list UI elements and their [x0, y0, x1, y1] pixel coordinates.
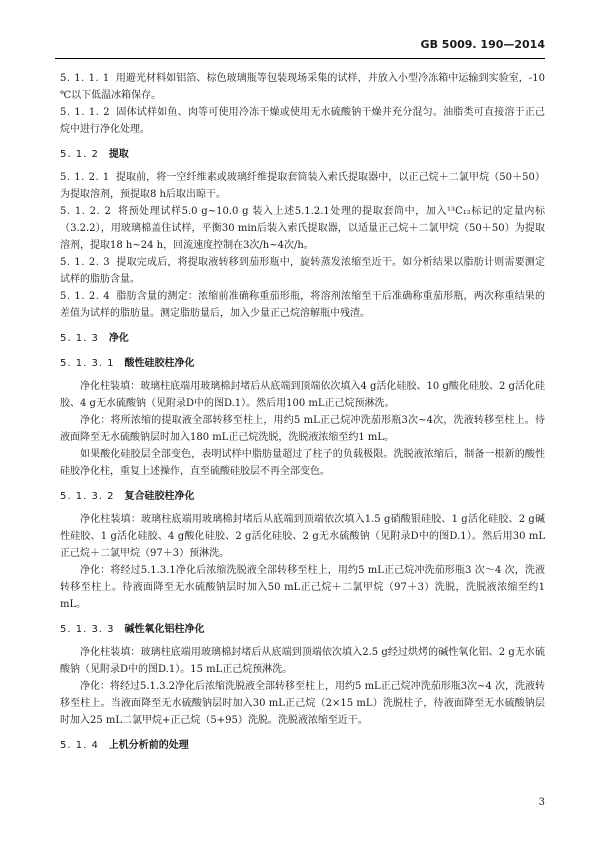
- heading-number: 5. 1. 2: [60, 149, 99, 160]
- heading-title: 酸性硅胶柱净化: [124, 358, 195, 369]
- paragraph-note: 如果酸化硅胶层全部变色，表明试样中脂肪量超过了柱子的负载极限。洗脱液浓缩后，制备一根新的酸性硅胶净化柱，重复上述操作，直至硫酸硅胶层不再全部变色。: [60, 449, 545, 477]
- heading-5-1-3-1: [60, 355, 545, 372]
- paragraph-cleanup: 净化：将经过5.1.3.2净化后浓缩洗脱液全部转移至柱上，用约5 mL正己烷冲洗茄形瓶3次~4 次，洗液转移至柱上。当液面降至无水硫酸钠层时加入30 mL正己烷（2×15 mL）洗脱柱子，待液面降至无水硫酸钠层时加入25 mL二氯甲烷+正己烷（5+95）洗脱。洗脱液浓缩至近干。: [60, 681, 545, 726]
- heading-title: 上机分析前的处理: [108, 740, 189, 751]
- heading-number: 5. 1. 4: [60, 740, 99, 751]
- heading-number: 5. 1. 3. 3: [60, 624, 115, 635]
- heading-5-1-3-3: [60, 621, 545, 638]
- clause-5-1-1-2: [60, 104, 545, 138]
- clause-number: 5. 1. 1. 1: [60, 73, 110, 84]
- clause-5-1-2-3: [60, 254, 545, 288]
- clause-5-1-2-2: [60, 203, 545, 254]
- paragraph-cleanup: 净化：将所浓缩的提取液全部转移至柱上，用约5 mL正己烷冲洗茄形瓶3次~4次，洗液转移至柱上。待液面降至无水硫酸钠层时加入180 mL正己烷洗脱，洗脱液浓缩至约1 mL。: [60, 415, 545, 443]
- paragraph-cleanup: 净化：将经过5.1.3.1净化后浓缩洗脱液全部转移至柱上，用约5 mL正己烷冲洗茄形瓶3 次～4 次，洗液转移至柱上。待液面降至无水硫酸钠层时加入50 mL正己烷＋二氯甲烷（97＋3）洗脱，洗脱液浓缩至约1 mL。: [60, 565, 545, 610]
- clause-text: 将预处理试样5.0 g~10.0 g 装入上述5.1.2.1处理的提取套筒中，加入¹³C₁₂标记的定量内标（3.2.2），用玻璃棉盖住试样，平衡30 min后装入索氏提取器，以适量正己烷＋二氯甲烷（50＋50）为提取溶剂，提取18 h~24 h，回流速度控制在3次/h~4次/h。: [60, 206, 545, 251]
- heading-title: 净化: [108, 333, 129, 344]
- clause-number: 5. 1. 2. 4: [60, 291, 111, 302]
- heading-number: 5. 1. 3. 1: [60, 358, 115, 369]
- clause-number: 5. 1. 1. 2: [60, 107, 111, 118]
- paragraph-column-packing: 净化柱装填：玻璃柱底端用玻璃棉封堵后从底端到顶端依次填入2.5 g经过烘烤的碱性氧化铝、2 g无水硫酸钠（见附录D中的图D.1）。15 mL正己烷预淋洗。: [60, 647, 545, 675]
- page-number: 3: [538, 797, 545, 808]
- heading-5-1-2: [60, 146, 545, 163]
- heading-number: 5. 1. 3. 2: [60, 491, 115, 502]
- clause-text: 脂肪含量的测定：浓缩前准确称重茄形瓶，将溶剂浓缩至干后准确称重茄形瓶，两次称重结果的差值为试样的脂肪量。测定脂肪量后，加入少量正己烷溶解瓶中残渣。: [60, 291, 545, 319]
- clause-number: 5. 1. 2. 2: [60, 206, 112, 217]
- clause-text: 用避光材料如铝箔、棕色玻璃瓶等包装现场采集的试样，并放入小型冷冻箱中运输到实验室，-10 ℃以下低温冰箱保存。: [60, 73, 545, 101]
- document-body: [60, 70, 545, 754]
- heading-title: 碱性氧化铝柱净化: [124, 624, 205, 635]
- clause-5-1-1-1: [60, 70, 545, 104]
- paragraph-column-packing: 净化柱装填：玻璃柱底端用玻璃棉封堵后从底端到顶端依次填入4 g活化硅胶、10 g酸化硅胶、2 g活化硅胶、4 g无水硫酸钠（见附录D中的图D.1）。然后用100 mL正己烷预淋洗。: [60, 381, 545, 409]
- clause-text: 固体试样如鱼、肉等可使用冷冻干燥或使用无水硫酸钠干燥并充分混匀。油脂类可直接溶于正己烷中进行净化处理。: [60, 107, 545, 135]
- clause-number: 5. 1. 2. 1: [60, 172, 110, 183]
- heading-5-1-3: [60, 330, 545, 347]
- standard-code-header: GB 5009. 190—2014: [420, 38, 545, 51]
- heading-title: 复合硅胶柱净化: [124, 491, 195, 502]
- clause-5-1-2-1: [60, 169, 545, 203]
- clause-text: 提取前，将一空纤维素或玻璃纤维提取套筒装入索氏提取器中，以正己烷＋二氯甲烷（50＋50）为提取溶剂，预提取8 h后取出晾干。: [60, 172, 545, 200]
- heading-title: 提取: [108, 149, 129, 160]
- paragraph-column-packing: 净化柱装填：玻璃柱底端用玻璃棉封堵后从底端到顶端依次填入1.5 g硝酸银硅胶、1 g活化硅胶、2 g碱性硅胶、1 g活化硅胶、4 g酸化硅胶、2 g活化硅胶、2 g无水硫酸钠（见附录D中的图D.1）。然后用30 mL正己烷＋二氯甲烷（97＋3）预淋洗。: [60, 514, 545, 559]
- header-rule: [55, 58, 545, 59]
- heading-5-1-4: [60, 737, 545, 754]
- clause-text: 提取完成后，将提取液转移到茄形瓶中，旋转蒸发浓缩至近干。如分析结果以脂肪计则需要测定试样的脂肪含量。: [60, 257, 545, 285]
- heading-5-1-3-2: [60, 488, 545, 505]
- clause-5-1-2-4: [60, 288, 545, 322]
- heading-number: 5. 1. 3: [60, 333, 99, 344]
- clause-number: 5. 1. 2. 3: [60, 257, 111, 268]
